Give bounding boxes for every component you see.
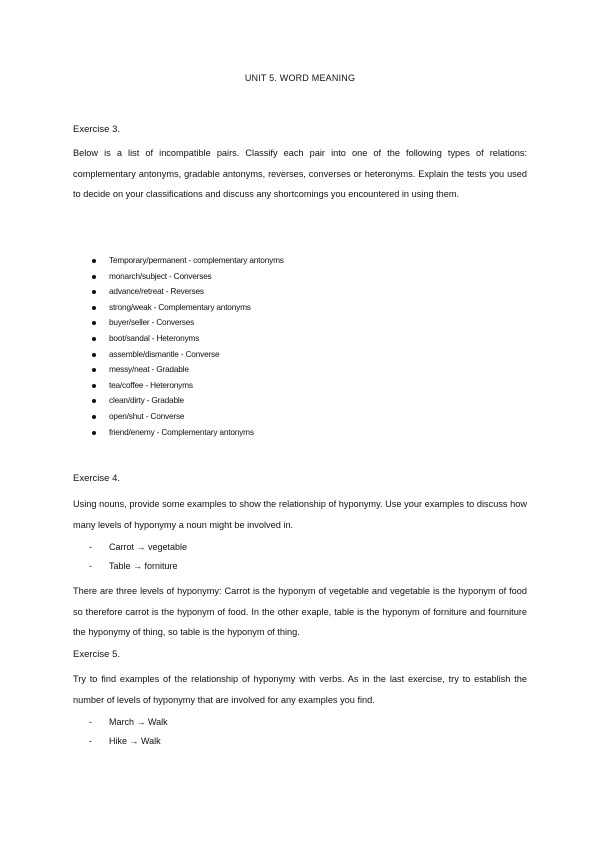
list-item: messy/neat - Gradable — [92, 362, 284, 378]
list-item: - Table → forniture — [89, 557, 187, 576]
bullet-icon — [92, 368, 96, 372]
list-item: advance/retreat - Reverses — [92, 284, 284, 300]
list-item: tea/coffee - Heteronyms — [92, 378, 284, 394]
exercise-3-instructions: Below is a list of incompatible pairs. Classify each pair into one of the following types of relations: complementary antonyms, gradable antonyms, reverses, converses or heteronyms. Explain the tests you used to decide on your classifications and discuss any shortcomings you encountered in using them. — [73, 148, 527, 199]
bullet-icon — [92, 415, 96, 419]
exercise-4-examples — [89, 538, 187, 576]
bullet-icon — [92, 384, 96, 388]
exercise-5-examples — [89, 713, 168, 751]
exercise-3-heading: Exercise 3. — [73, 124, 120, 135]
exercise-3-list — [92, 253, 284, 440]
bullet-icon — [92, 399, 96, 403]
list-item: - March → Walk — [89, 713, 168, 732]
exercise-4-heading: Exercise 4. — [73, 473, 120, 484]
list-item: open/shut - Converse — [92, 409, 284, 425]
exercise-4-instructions: Using nouns, provide some examples to show the relationship of hyponymy. Use your examples to discuss how many levels of hyponymy a noun might be involved in. — [73, 499, 527, 530]
dash-marker: - — [89, 561, 92, 571]
bullet-icon — [92, 431, 96, 435]
bullet-icon — [92, 337, 96, 341]
dash-marker: - — [89, 717, 92, 727]
list-item: boot/sandal - Heteronyms — [92, 331, 284, 347]
list-item: buyer/seller - Converses — [92, 315, 284, 331]
list-item: - Carrot → vegetable — [89, 538, 187, 557]
list-item: friend/enemy - Complementary antonyms — [92, 425, 284, 441]
bullet-icon — [92, 290, 96, 294]
bullet-icon — [92, 321, 96, 325]
bullet-icon — [92, 275, 96, 279]
exercise-4-answer: There are three levels of hyponymy: Carrot is the hyponym of vegetable and vegetable is the hyponym of food so therefore carrot is the hyponym of food. In the other exaple, table is the hyponym of forniture and fourniture the hyponymy of thing, so table is the hyponym of thing. — [73, 586, 527, 637]
bullet-icon — [92, 259, 96, 263]
list-item: Temporary/permanent - complementary antonyms — [92, 253, 284, 269]
bullet-icon — [92, 353, 96, 357]
page-title: UNIT 5. WORD MEANING — [244, 73, 356, 83]
list-item: clean/dirty - Gradable — [92, 393, 284, 409]
bullet-icon — [92, 306, 96, 310]
dash-marker: - — [89, 736, 92, 746]
exercise-5-instructions: Try to find examples of the relationship of hyponymy with verbs. As in the last exercise, try to establish the number of levels of hyponymy that are involved for any examples you find. — [73, 674, 527, 705]
exercise-5-heading: Exercise 5. — [73, 649, 120, 660]
list-item: strong/weak - Complementary antonyms — [92, 300, 284, 316]
list-item: - Hike → Walk — [89, 732, 168, 751]
list-item: monarch/subject - Converses — [92, 269, 284, 285]
dash-marker: - — [89, 542, 92, 552]
list-item: assemble/dismantle - Converse — [92, 347, 284, 363]
